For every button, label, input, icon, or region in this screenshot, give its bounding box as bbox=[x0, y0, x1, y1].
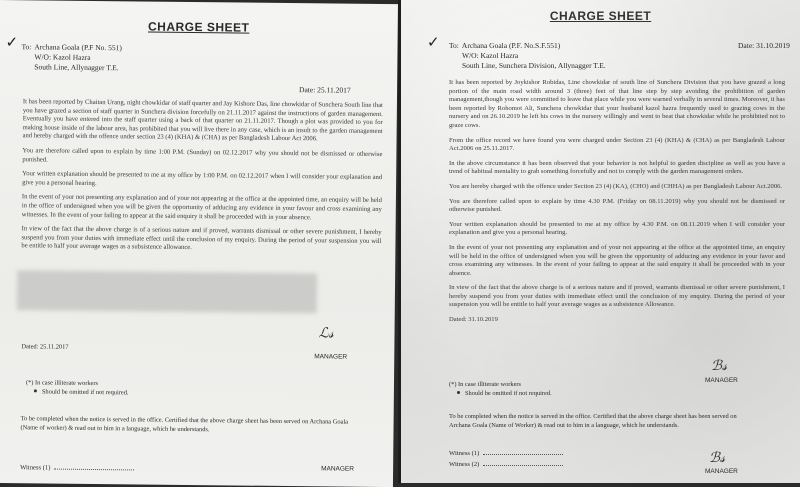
bullet-icon bbox=[34, 389, 37, 392]
right-date: Date: 31.10.2019 bbox=[738, 41, 790, 50]
right-to-name: Archana Goala (P.F. No.S.F.551) bbox=[461, 41, 561, 50]
right-para-5: In the event of your not presenting any explanation and of your not appearing at the office at the appointed time, an enquiry will be held in the office of undersigned when you will be given the opportunity of adducing any evidence in your favor and cross examining any witnesses. In the event of your failing to appear at the said enquiry it shall be proceeded with in your absence. bbox=[449, 243, 785, 277]
right-para-4: Your written explanation should be presented to me at my office by 4.30 P.M. on 08.11.2019 when I will consider your explanation and give you a personal hearing. bbox=[449, 220, 785, 237]
right-charge-sheet bbox=[401, 0, 800, 483]
left-para-5: In view of the fact that the above charge is of a serious nature and if proved, warrants dismissal or other severe punishment, I hereby suspend you from your duties with immediate effect until the conclusion of my enquiry. During the period of your suspension you will be entitle to half your average wages as a subsistence allowance. bbox=[21, 225, 382, 252]
bullet-icon bbox=[457, 391, 460, 394]
left-para-2: You are therefore called upon to explain by time 1:00 P.M. (Sunday) on 02.12.2017 why you should not be dismissed or otherwise punished. bbox=[22, 147, 383, 164]
left-witness-1: Witness (1) bbox=[20, 462, 134, 474]
right-footnote bbox=[449, 380, 552, 398]
left-para-4: In the event of your not presenting any explanation and of your not appearing at the office at the appointed time, an enquiry will be held in the office of undersigned when you will be given the opportunity of adducing any evidence in your favour and cross examining any witnesses. In the event of your failing to appear at the said enquiry it shall be proceeded with in your absence. bbox=[21, 193, 382, 221]
left-footnote bbox=[26, 378, 129, 397]
right-manager-2: MANAGER bbox=[705, 468, 738, 475]
left-title: CHARGE SHEET bbox=[147, 19, 250, 35]
right-title: CHARGE SHEET bbox=[549, 9, 652, 23]
left-recipient bbox=[21, 42, 122, 73]
left-para-1: It has been reported by Chaitan Urang, night chowkidar of staff quarter and Jay Kishore Das, line chowkidar of Sunchera South line that you have grazed a section of staff quarter in Sunchera division forcefully on 21.11.2017 against the instructions of garden management. Eventually you have entered into the staff quarter using a back of that quarter on 21.11.2017. Though a plot was provided to you for making house inside of the labour area, has prohibited that you will live there in any case, which is an insult to the garden management and hereby charged with the offence under section 23 (4) (KHA) & (CHA) as per Bangladesh Labour Act 2006. bbox=[22, 98, 383, 143]
right-dated: Dated: 31.10.2019 bbox=[449, 316, 498, 324]
left-charge-sheet bbox=[0, 0, 398, 487]
right-witness-1: Witness (1) bbox=[449, 450, 480, 457]
right-witnesses bbox=[449, 448, 563, 470]
left-to-name: Archana Goala (P.F No. 551) bbox=[34, 42, 122, 53]
left-tick-mark: ✓ bbox=[5, 35, 19, 52]
right-recipient bbox=[449, 41, 606, 71]
right-foot-1: (*) In case illiterate workers bbox=[449, 381, 522, 388]
left-body bbox=[21, 98, 383, 261]
left-manager-label: MANAGER bbox=[314, 353, 348, 361]
right-para-2b: You are hereby charged with the offence under Section 23 (4) (KA), (CHO) and (CHHA) as per Bangladesh Labour Act.2006. bbox=[449, 182, 783, 190]
left-foot-2: Should be omitted if not required. bbox=[41, 388, 129, 397]
left-manager-2: MANAGER bbox=[321, 465, 355, 473]
left-to-addr: South Line, Allynagger T.E. bbox=[34, 62, 119, 73]
left-signature: ℒ𝓈 bbox=[318, 325, 334, 342]
left-date: Date: 25.11.2017 bbox=[299, 85, 351, 95]
right-para-1b: From the office record we have found you were charged under Section 23 (4) (KHA) & (CHA) as per Bangladesh Labour Act.2006 on 25.11.2017. bbox=[449, 136, 785, 153]
right-foot-3: To be completed when the notice is served in the office. Certified that the above charge sheet has been served on Archana Goala (Name of Worker) & read out to him in a language, which he understands. bbox=[449, 413, 737, 429]
left-foot-3: To be completed when the notice is served in the office. Certified that the above charge sheet has been served on Archana Goala (Name of worker) & read out to him in a language, which he understands. bbox=[20, 415, 349, 434]
left-to-label: To: bbox=[21, 42, 32, 52]
right-witness-2: Witness (2) bbox=[449, 461, 480, 468]
right-to-wo: W/O: Kazol Hazra bbox=[462, 51, 519, 60]
left-blur-smudge bbox=[17, 270, 317, 313]
right-body bbox=[449, 79, 785, 331]
right-para-1: It has been reported by Joykishor Robidas, Line chowkidar of south line of Sunchera Division that you have grazed a long portion of the main road width around 3 (three) feet of that line step by step avoiding the prohibition of garden management,though you were committed to leave that place while you were warned verbally in several times. Moreover, it has been reported by Rohomot Ali, Sunchera chowkidar that your husband kazol hazra frequently used to grazing cows in the nursery and on 26.10.2019 he left his cows in the nursery willingly and went to beat that chowkidar while he prohibited not to graze cows. bbox=[449, 79, 785, 129]
right-para-6: In view of the fact that the above charge is of a serious nature and if proved, warrants dismissal or other severe punishment, I hereby suspend you from your duties with immediate effect until the conclusion of my enquiry. During the period of your suspension you will be entitle to half your average wages as a subsistence Allowance. bbox=[449, 284, 785, 309]
right-signature-2: ℬ𝓈 bbox=[709, 450, 726, 466]
right-to-addr: South Line, Sunchera Division, Allynagger T.E. bbox=[462, 61, 606, 70]
right-para-2: In the above circumstance it has been observed that your behavior is not helpful to garden discipline as well as you have a trend of habitual mentality to grab something forcefully and not to comply with the garden management orders. bbox=[449, 159, 785, 176]
left-foot-1: (*) In case illiterate workers bbox=[25, 379, 99, 388]
left-dated: Dated: 25.11.2017 bbox=[21, 343, 69, 351]
right-to-label: To: bbox=[449, 41, 459, 50]
right-manager-label: MANAGER bbox=[705, 377, 738, 384]
right-signature: ℬ𝓈 bbox=[711, 358, 728, 374]
left-para-3: Your written explanation should be presented to me at my office by 1:00 P.M. on 02.12.2017 when I will consider your explanation and give you a personal hearing. bbox=[22, 170, 383, 187]
right-tick-mark: ✓ bbox=[427, 35, 440, 51]
right-para-3: You are therefore called upon to explain by time 4.30 P.M. (Friday on 08.11.2019) why you should not be dismissed or otherwise punished. bbox=[449, 197, 785, 214]
right-foot-2: Should be omitted if not required. bbox=[465, 390, 552, 397]
left-to-wo: W/O: Kazol Hazra bbox=[34, 52, 91, 62]
